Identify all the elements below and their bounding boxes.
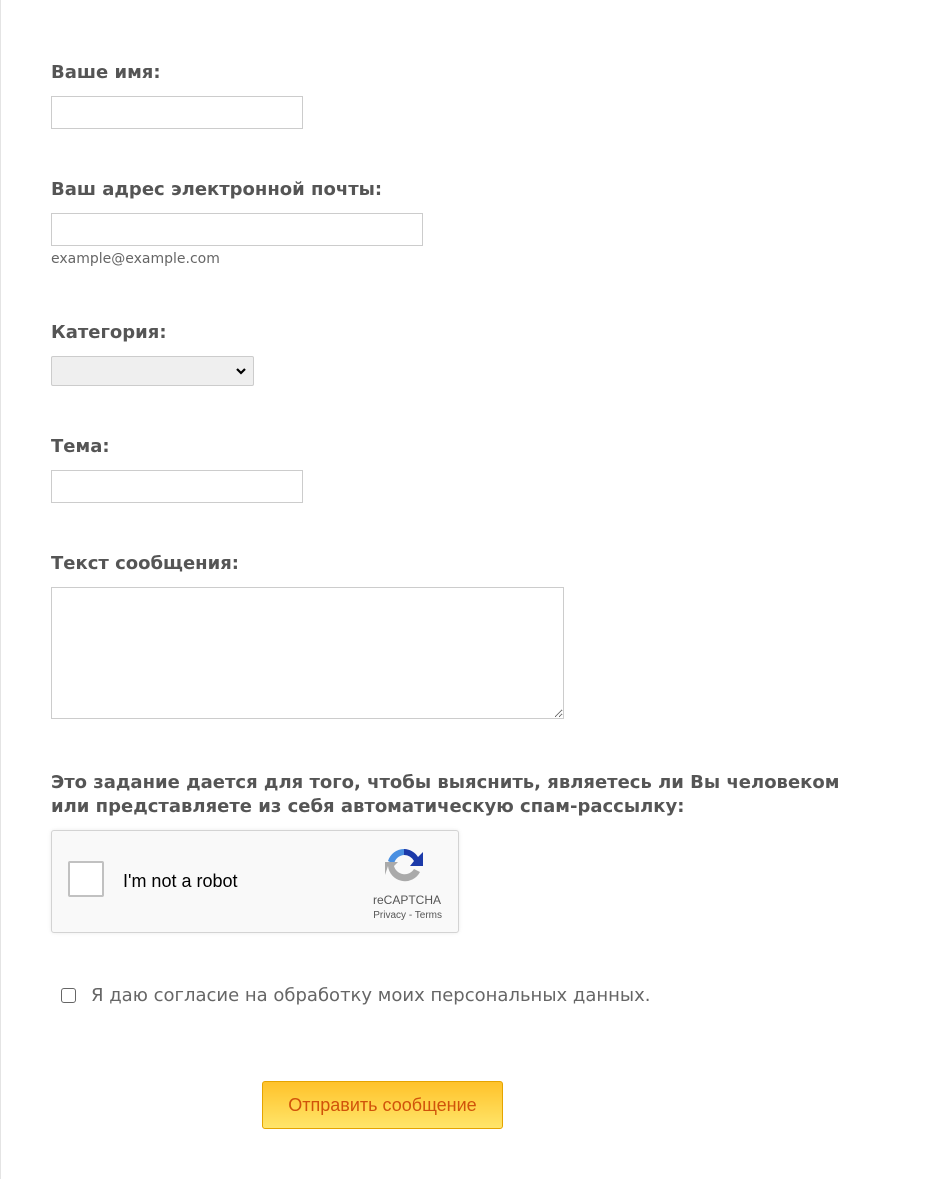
recaptcha-widget [51,830,459,933]
subject-label: Тема: [51,436,110,457]
terms-link[interactable]: Terms [414,910,442,921]
captcha-prompt-line2: или представляете из себя автоматическую спам-рассылку: [51,796,685,817]
message-label: Текст сообщения: [51,553,239,574]
link-separator: - [406,910,415,921]
privacy-link[interactable]: Privacy [373,910,407,921]
chevron-down-icon [235,361,247,385]
email-input[interactable] [51,213,423,246]
category-label: Категория: [51,322,167,343]
submit-button[interactable]: Отправить сообщение [262,1081,503,1129]
name-input[interactable] [51,96,303,129]
subject-input[interactable] [51,470,303,503]
name-label: Ваше имя: [51,62,161,83]
recaptcha-logo-icon [383,845,425,891]
recaptcha-links [373,910,442,921]
captcha-prompt-line1: Это задание дается для того, чтобы выяснить, являетесь ли Вы человеком [51,772,840,793]
recaptcha-brand: reCAPTCHA [372,893,441,907]
email-hint: example@example.com [51,251,220,267]
recaptcha-checkbox[interactable] [68,861,104,897]
recaptcha-label: I'm not a robot [123,871,238,891]
email-label: Ваш адрес электронной почты: [51,179,383,200]
message-textarea[interactable] [51,587,564,719]
consent-label[interactable]: Я даю согласие на обработку моих персональных данных. [91,985,651,1006]
consent-checkbox[interactable] [61,988,76,1003]
category-select[interactable] [51,356,254,386]
